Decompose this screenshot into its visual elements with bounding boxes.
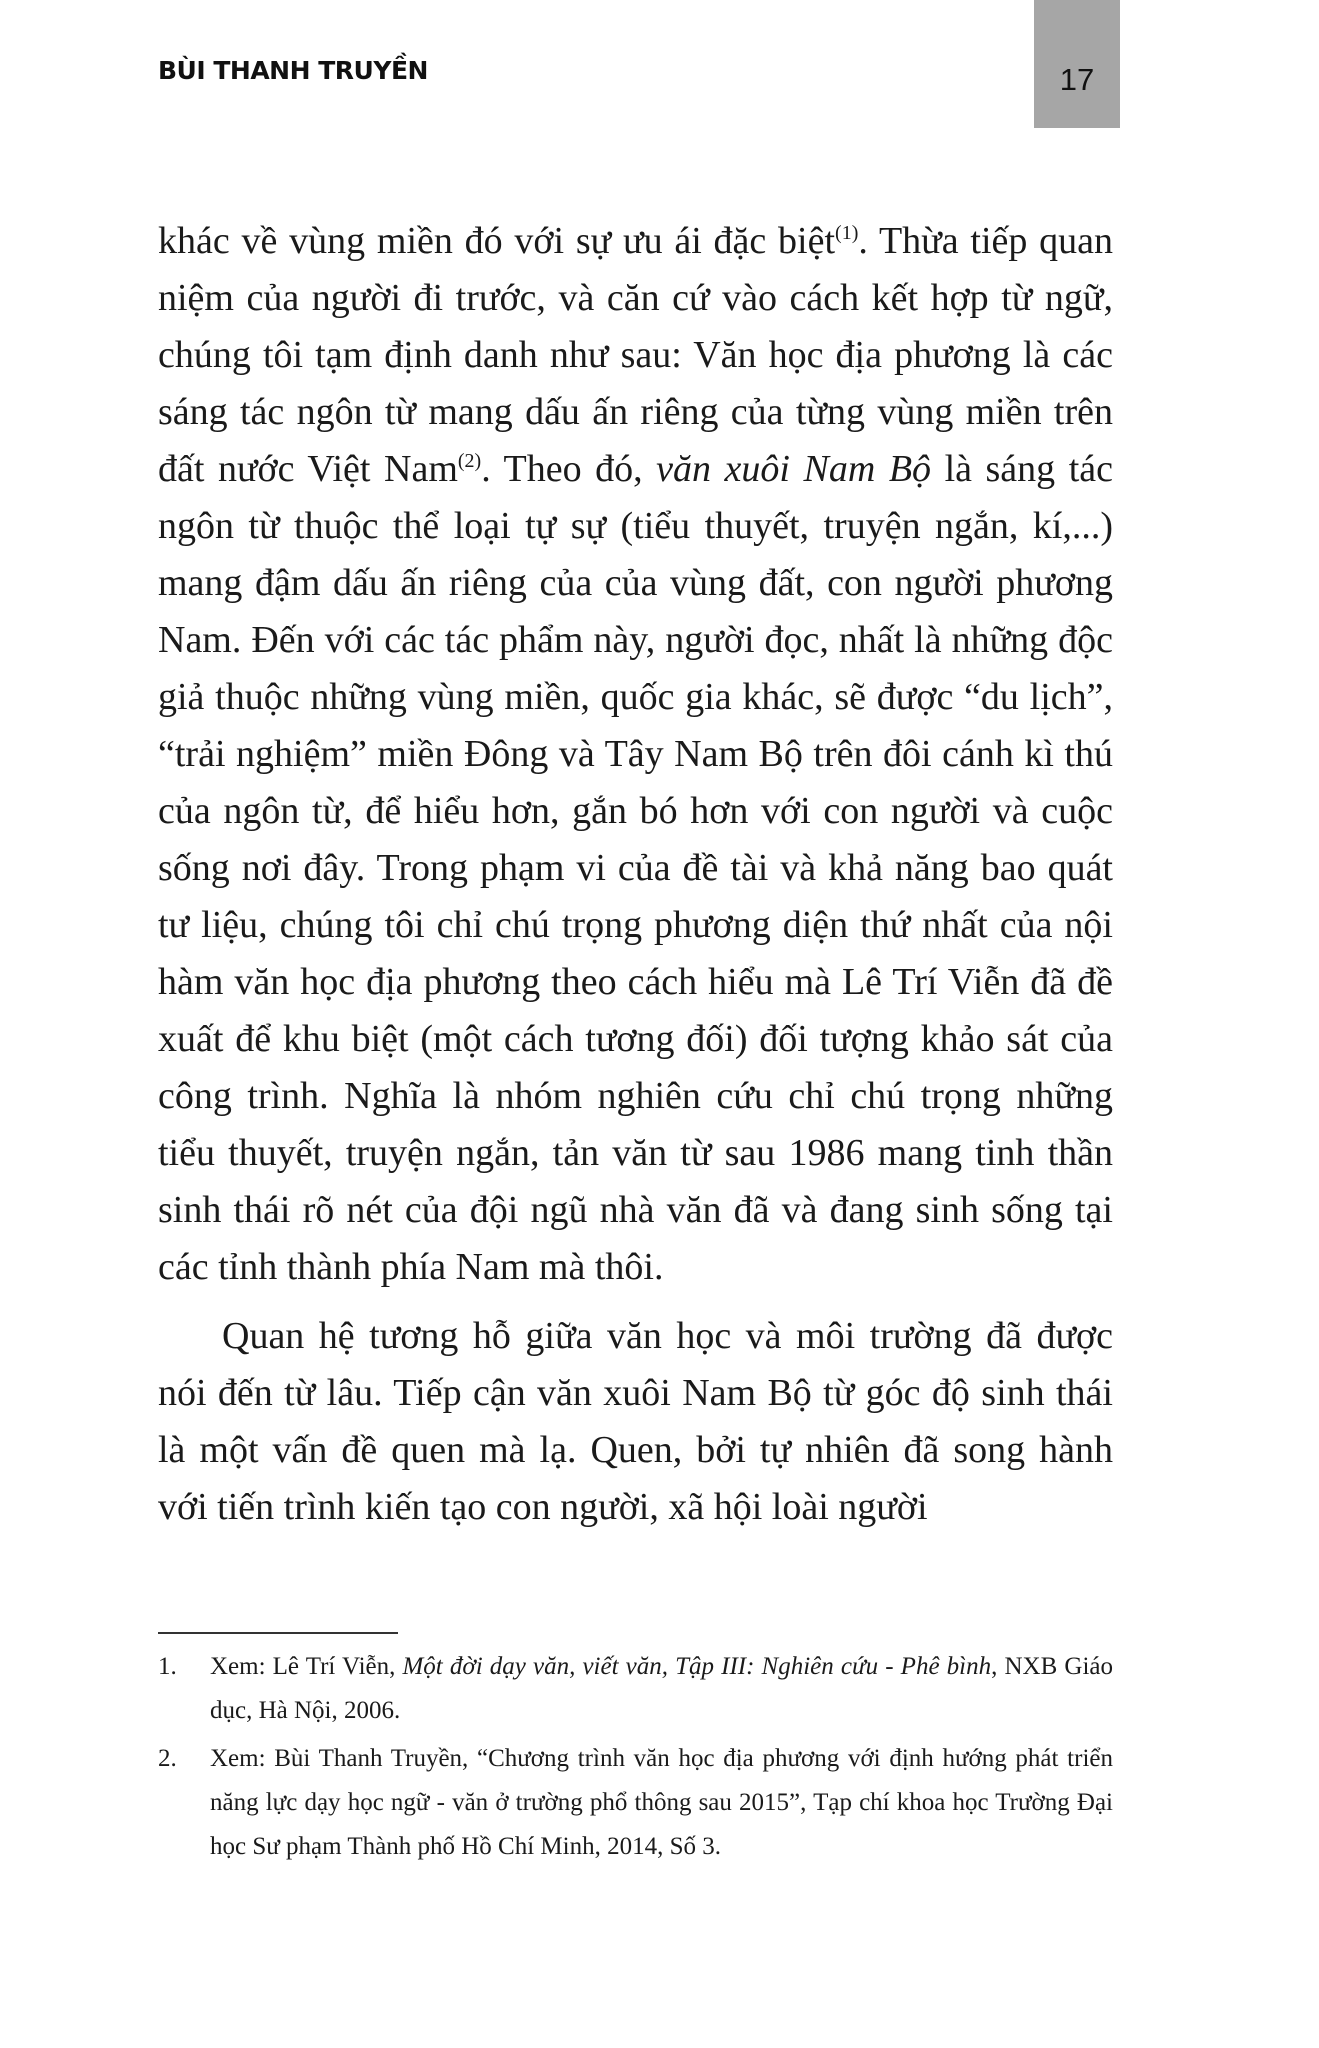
running-head-author: BÙI THANH TRUYỀN	[158, 56, 428, 85]
footnote-ref-1: (1)	[835, 222, 859, 244]
footnotes	[158, 1645, 1113, 1873]
footnote-separator	[158, 1632, 398, 1634]
paragraph-1-part-1: khác về vùng miền đó với sự ưu ái đặc biệt	[158, 220, 836, 262]
footnote-2-text: Xem: Bùi Thanh Truyền, “Chương trình văn học địa phương với định hướng phát triển năng lực dạy học ngữ - văn ở trường phổ thông sau 2015”, Tạp chí khoa học Trường Đại học Sư phạm Thành phố Hồ Chí Minh, 2014, Số 3.	[210, 1745, 1113, 1860]
footnote-1	[158, 1645, 1113, 1733]
footnote-2	[158, 1737, 1113, 1869]
footnote-1-title: Một đời dạy văn, viết văn, Tập III: Nghiên cứu - Phê bình	[402, 1653, 992, 1680]
footnote-1-pre: Xem: Lê Trí Viễn,	[210, 1653, 403, 1680]
page-number-tab	[1034, 0, 1120, 128]
paragraph-2: Quan hệ tương hỗ giữa văn học và môi trường đã được nói đến từ lâu. Tiếp cận văn xuôi Nam Bộ từ góc độ sinh thái là một vấn đề quen mà lạ. Quen, bởi tự nhiên đã song hành với tiến trình kiến tạo con người, xã hội loài người	[158, 1315, 1113, 1528]
footnote-2-number: 2.	[158, 1745, 177, 1772]
page-number: 17	[1059, 62, 1095, 97]
footnote-1-post: , NXB Giáo dục, Hà Nội, 2006.	[210, 1653, 1113, 1724]
paragraph-1-part-2: . Thừa tiếp quan niệm của người đi trước, và căn cứ vào cách kết hợp từ ngữ, chúng tôi tạm định danh như sau: Văn học địa phương là các sáng tác ngôn từ mang dấu ấn riêng của từng vùng miền trên đất nước Việt Nam	[158, 220, 1113, 490]
paragraph-1	[158, 213, 1113, 1296]
footnote-ref-2: (2)	[457, 450, 482, 472]
paragraph-1-italic-term: văn xuôi Nam Bộ	[656, 448, 932, 490]
main-text	[158, 213, 1113, 1536]
paragraph-1-part-5: là sáng tác ngôn từ thuộc thể loại tự sự (tiểu thuyết, truyện ngắn, kí,...) mang đậm dấu ấn riêng của của vùng đất, con người phương Nam. Đến với các tác phẩm này, người đọc, nhất là những độc giả thuộc những vùng miền, quốc gia khác, sẽ được “du lịch”, “trải nghiệm” miền Đông và Tây Nam Bộ trên đôi cánh kì thú của ngôn từ, để hiểu hơn, gắn bó hơn với con người và cuộc sống nơi đây. Trong phạm vi của đề tài và khả năng bao quát tư liệu, chúng tôi chỉ chú trọng phương diện thứ nhất của nội hàm văn học địa phương theo cách hiểu mà Lê Trí Viễn đã đề xuất để khu biệt (một cách tương đối) đối tượng khảo sát của công trình. Nghĩa là nhóm nghiên cứu chỉ chú trọng những tiểu thuyết, truyện ngắn, tản văn từ sau 1986 mang tinh thần sinh thái rõ nét của đội ngũ nhà văn đã và đang sinh sống tại các tỉnh thành phía Nam mà thôi.	[158, 448, 1113, 1288]
paragraph-1-part-3: . Theo đó,	[481, 448, 657, 490]
footnote-1-text	[210, 1645, 1113, 1733]
footnote-1-number: 1.	[158, 1653, 177, 1680]
